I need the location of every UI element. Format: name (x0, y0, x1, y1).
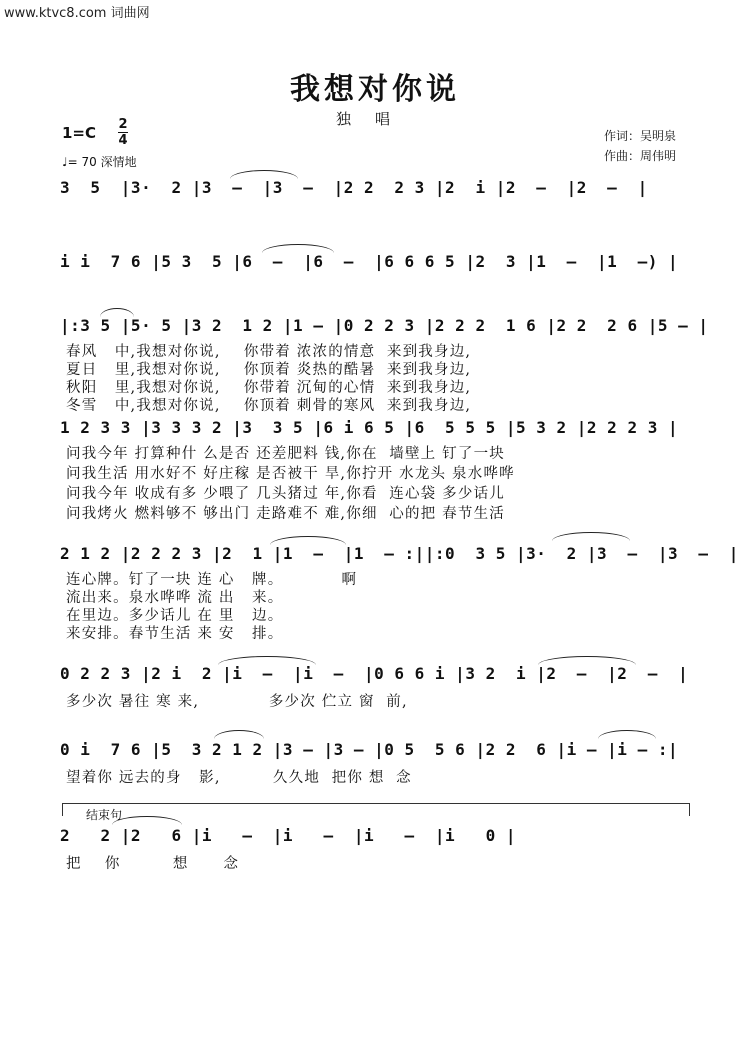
lyric-line: 望着你 远去的身 影, 久久地 把你 想 念 (66, 770, 412, 786)
lyric-verse-2: 夏日 里,我想对你说, 你顶着 炎热的酷暑 来到我身边, (66, 362, 472, 378)
lyric-verse-3: 问我今年 收成有多 少喂了 几头猪过 年,你看 连心袋 多少话儿 (66, 486, 505, 502)
score-line-7: 0 i 7 6 |5 3 2 1 2 |3 – |3 – |0 5 5 6 |2 2 6 |i – |i – :| (60, 740, 679, 759)
score-line-2: i i 7 6 |5 3 5 |6 – |6 – |6 6 6 5 |2 3 |1 – |1 –) | (60, 252, 679, 271)
tie (218, 656, 316, 665)
time-signature (118, 118, 128, 147)
tempo-marking: ♩= 70 深情地 (62, 155, 137, 169)
score-line-4: 1 2 3 3 |3 3 3 2 |3 3 5 |6 i 6 5 |6 5 5 5 |5 3 2 |2 2 2 3 | (60, 418, 679, 437)
lyric-verse-3: 在里边。多少话儿 在 里 边。 (66, 608, 284, 624)
ending-bracket (62, 803, 690, 816)
lyric-line: 把 你 想 念 (66, 856, 240, 872)
lyric-verse-2: 流出来。泉水哗哗 流 出 来。 (66, 590, 284, 606)
tie (270, 536, 346, 545)
score-line-6: 0 2 2 3 |2 i 2 |i – |i – |0 6 6 i |3 2 i |2 – |2 – | (60, 664, 689, 683)
lyric-verse-2: 问我生活 用水好不 好庄稼 是否被干 旱,你拧开 水龙头 泉水哗哗 (66, 466, 515, 482)
slur (214, 730, 264, 739)
tie (552, 532, 630, 541)
lyricist-credit: 作词：吴明泉 (604, 129, 677, 143)
tie (262, 244, 334, 253)
tie (230, 170, 298, 179)
lyric-verse-4: 来安排。春节生活 来 安 排。 (66, 626, 284, 642)
lyric-verse-4: 冬雪 中,我想对你说, 你顶着 刺骨的寒风 来到我身边, (66, 398, 472, 414)
score-line-1: 3 5 |3· 2 |3 – |3 – |2 2 2 3 |2 i |2 – |2 – | (60, 178, 648, 197)
tie (112, 816, 182, 825)
song-title: 我想对你说 (290, 72, 460, 107)
lyric-line: 多少次 暑往 寒 来, 多少次 伫立 窗 前, (66, 694, 408, 710)
time-signature-bottom: 4 (118, 133, 128, 148)
score-line-3: |:3 5 |5· 5 |3 2 1 2 |1 – |0 2 2 3 |2 2 2 1 6 |2 2 2 6 |5 – | (60, 316, 709, 335)
key-signature: 1=C (62, 124, 97, 142)
lyric-verse-1: 连心牌。钉了一块 连 心 牌。 啊 (66, 572, 358, 588)
time-signature-top: 2 (118, 117, 128, 132)
site-watermark: www.ktvc8.com 词曲网 (4, 6, 150, 21)
score-line-8: 2 2 |2 6 |i – |i – |i – |i 0 | (60, 826, 516, 845)
lyric-verse-4: 问我烤火 燃料够不 够出门 走路难不 难,你细 心的把 春节生活 (66, 506, 505, 522)
tie (598, 730, 656, 739)
song-subtitle: 独唱 (335, 110, 414, 128)
lyric-verse-1: 问我今年 打算种什 么是否 还差肥料 钱,你在 墙壁上 钉了一块 (66, 446, 505, 462)
ending-label: 结束句 (86, 808, 123, 822)
tie (538, 656, 636, 665)
slur (100, 308, 134, 317)
score-line-5: 2 1 2 |2 2 2 3 |2 1 |1 – |1 – :||:0 3 5 |3· 2 |3 – |3 – | (60, 544, 739, 563)
composer-credit: 作曲：周伟明 (604, 149, 677, 163)
lyric-verse-3: 秋阳 里,我想对你说, 你带着 沉甸的心情 来到我身边, (66, 380, 472, 396)
lyric-verse-1: 春风 中,我想对你说, 你带着 浓浓的情意 来到我身边, (66, 344, 472, 360)
